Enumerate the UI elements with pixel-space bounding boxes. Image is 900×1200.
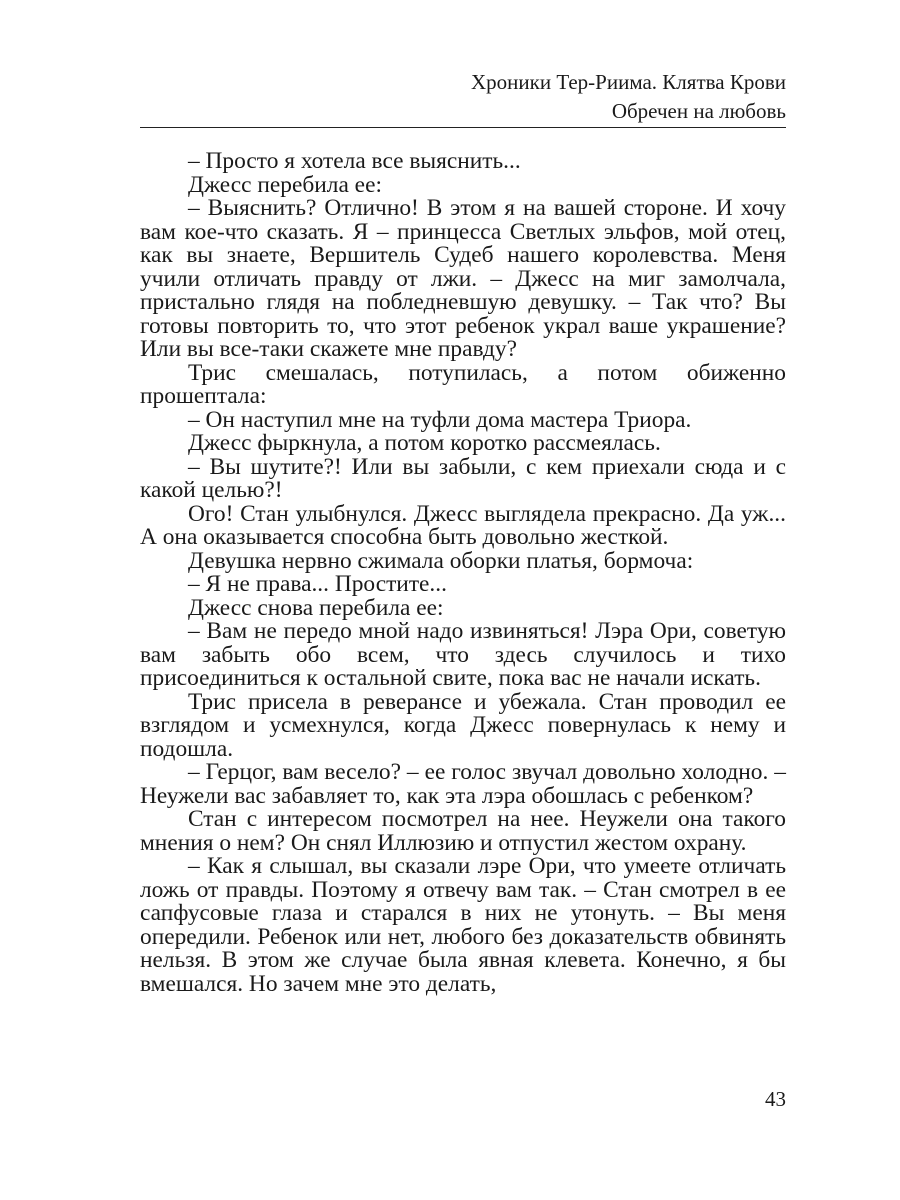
paragraph-4: Трис смешалась, потупилась, а потом обиженно прошептала:	[140, 359, 786, 409]
book-title: Хроники Тер-Риима. Клятва Крови	[471, 70, 786, 94]
paragraph-15: Стан с интересом посмотрел на нее. Неужели она такого мнения о нем? Он снял Иллюзию и отпустил жестом охрану.	[140, 806, 786, 856]
body-text	[140, 150, 786, 996]
paragraph-10: – Я не права... Простите...	[188, 571, 447, 597]
paragraph-5: – Он наступил мне на туфли дома мастера Триора.	[188, 406, 692, 433]
paragraph-13: Трис присела в реверансе и убежала. Стан проводил ее взглядом и усмехнулся, когда Джесс повернулась к нему и подошла.	[140, 688, 786, 762]
chapter-title: Обречен на любовь	[611, 99, 786, 123]
paragraph-3: – Выяснить? Отлично! В этом я на вашей стороне. И хочу вам кое-что сказать. Я – принцесса Светлых эльфов, мой отец, как вы знаете, Вершитель Судеб нашего королевства. Меня учили отличать правду от лжи. – Джесс на миг замолчала, пристально глядя на побледневшую девушку. – Так что? Вы готовы повторить то, что этот ребенок украл ваше украшение? Или вы все-таки скажете мне правду?	[140, 195, 786, 362]
page-number: 43	[765, 1087, 786, 1111]
paragraph-12: – Вам не передо мной надо извиняться! Лэра Ори, советую вам забыть обо всем, что здесь случилось и тихо присоединиться к остальной свите, пока вас не начали искать.	[140, 618, 786, 691]
paragraph-7: – Вы шутите?! Или вы забыли, с кем приехали сюда и с какой целью?!	[140, 453, 786, 503]
paragraph-9: Девушка нервно сжимала оборки платья, бормоча:	[188, 547, 694, 574]
paragraph-16: – Как я слышал, вы сказали лэре Ори, что умеете отличать ложь от правды. Поэтому я отвечу вам так. – Стан смотрел в ее сапфусовые глаза и старался в них не утонуть. – Вы меня опередили. Ребенок или нет, любого без доказательств обвинять нельзя. В этом же случае была явная клевета. Конечно, я бы вмешался. Но зачем мне это делать,	[140, 853, 786, 997]
header-rule	[140, 127, 786, 128]
paragraph-1: – Просто я хотела все выяснить...	[188, 148, 521, 174]
paragraph-11: Джесс снова перебила ее:	[188, 594, 444, 621]
paragraph-8: Ого! Стан улыбнулся. Джесс выглядела прекрасно. Да уж... А она оказывается способна быть довольно жесткой.	[140, 500, 786, 550]
paragraph-6: Джесс фыркнула, а потом коротко рассмеялась.	[188, 430, 661, 456]
paragraph-14: – Герцог, вам весело? – ее голос звучал довольно холодно. – Неужели вас забавляет то, как эта лэра обошлась с ребенком?	[140, 759, 786, 809]
running-header	[140, 68, 786, 126]
paragraph-2: Джесс перебила ее:	[188, 171, 382, 198]
